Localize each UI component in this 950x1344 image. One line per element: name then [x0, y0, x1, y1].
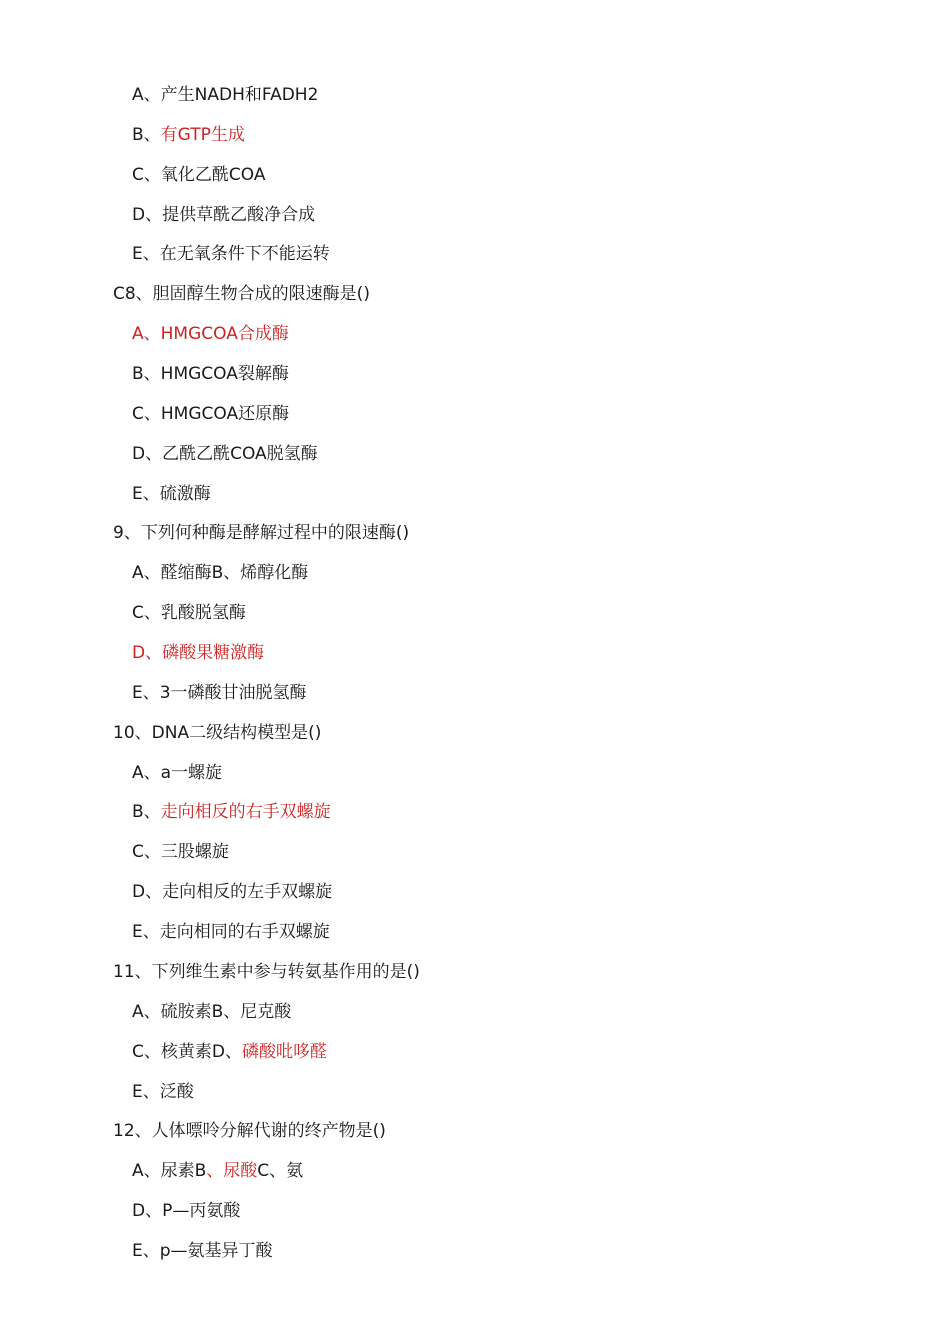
option-line [132, 562, 308, 584]
option-line [132, 841, 229, 863]
line-text: B、 [132, 125, 161, 145]
line-text: C、HMGCOA还原酶 [132, 404, 290, 424]
line-text: C、三股螺旋 [132, 842, 229, 862]
line-text: E、在无氧条件下不能运转 [132, 244, 330, 264]
question-line [113, 1120, 386, 1142]
line-text: 10、DNA二级结构模型是() [113, 723, 322, 743]
line-text: A、醛缩酶B、烯醇化酶 [132, 563, 309, 583]
option-line [132, 483, 211, 505]
line-text: 9、下列何种酶是酵解过程中的限速酶() [113, 523, 410, 543]
option-line [132, 443, 318, 465]
option-line [132, 1001, 291, 1023]
option-line [132, 1200, 240, 1222]
line-text: E、硫激酶 [132, 484, 211, 504]
answer-highlight-text: 走向相反的右手双螺旋 [160, 802, 331, 822]
line-text: D、P—丙氨酸 [132, 1201, 241, 1221]
answer-highlight-text: D、磷酸果糖激酶 [132, 643, 265, 663]
line-text: C、氧化乙酰COA [132, 165, 266, 185]
option-line [132, 84, 318, 106]
option-line [132, 1160, 303, 1182]
line-text: C、乳酸脱氢酶 [132, 603, 246, 623]
line-text: C8、胆固醇生物合成的限速酶是() [113, 284, 370, 304]
option-line [132, 921, 330, 943]
line-text: 12、人体嘌呤分解代谢的终产物是() [113, 1121, 386, 1141]
question-line [113, 722, 321, 744]
answer-highlight-text: A、HMGCOA合成酶 [132, 324, 289, 344]
line-text: C、氨 [257, 1161, 304, 1181]
option-line [132, 642, 264, 664]
line-text: D、走向相反的左手双螺旋 [132, 882, 333, 902]
option-line [132, 243, 330, 265]
line-text: A、产生NADH和FADH2 [132, 85, 319, 105]
line-text: E、p—氨基异丁酸 [132, 1241, 273, 1261]
line-text: D、乙酰乙酰COA脱氢酶 [132, 444, 318, 464]
line-text: B、HMGCOA裂解酶 [132, 364, 289, 384]
line-text: A、尿素B [132, 1161, 207, 1181]
option-line [132, 1041, 327, 1063]
line-text: 11、下列维生素中参与转氨基作用的是() [113, 962, 420, 982]
answer-highlight-text: 有GTP生成 [160, 125, 245, 145]
option-line [132, 204, 315, 226]
option-line [132, 323, 289, 345]
option-line [132, 762, 222, 784]
option-line [132, 602, 246, 624]
line-text: E、泛酸 [132, 1082, 194, 1102]
line-text: A、a一螺旋 [132, 763, 223, 783]
option-line [132, 363, 289, 385]
answer-highlight-text: 、尿酸 [206, 1161, 258, 1181]
line-text: B、 [132, 802, 161, 822]
option-line [132, 164, 265, 186]
answer-highlight-text: 磷酸吡哆醛 [241, 1042, 327, 1062]
line-text: A、硫胺素B、尼克酸 [132, 1002, 292, 1022]
option-line [132, 1240, 273, 1262]
option-line [132, 124, 245, 146]
question-line [113, 522, 409, 544]
option-line [132, 881, 332, 903]
option-line [132, 682, 307, 704]
line-text: C、核黄素D、 [132, 1042, 242, 1062]
line-text: E、走向相同的右手双螺旋 [132, 922, 330, 942]
option-line [132, 1081, 194, 1103]
question-line [113, 961, 420, 983]
question-line [113, 283, 370, 305]
option-line [132, 403, 289, 425]
line-text: E、3一磷酸甘油脱氢酶 [132, 683, 307, 703]
option-line [132, 801, 331, 823]
line-text: D、提供草酰乙酸净合成 [132, 205, 316, 225]
